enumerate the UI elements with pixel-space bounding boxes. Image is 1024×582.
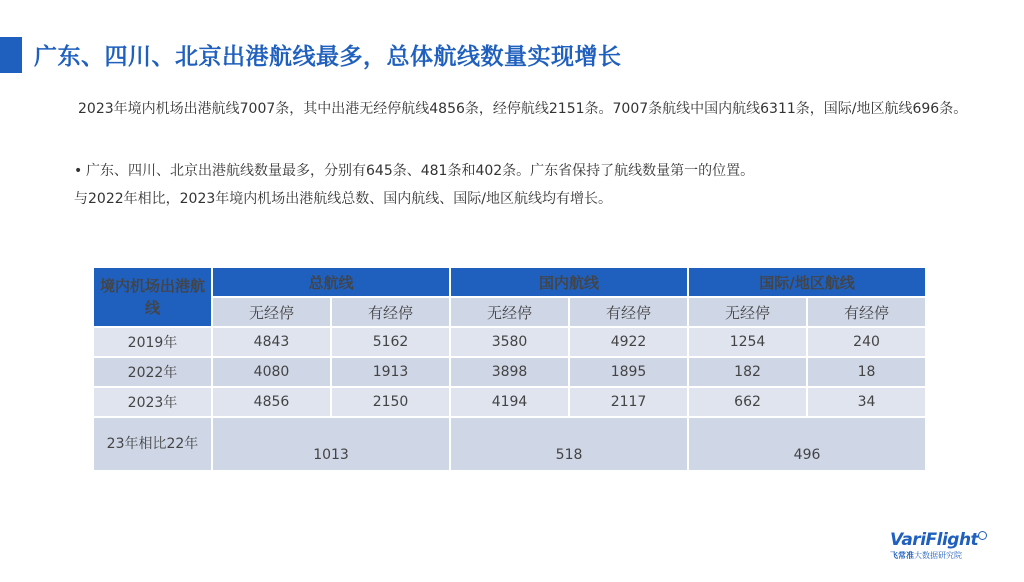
table-cell: 4922 <box>569 327 688 357</box>
group-header-total: 总航线 <box>212 267 450 297</box>
table-cell: 3898 <box>450 357 569 387</box>
route-stats-table <box>92 266 927 472</box>
table-cell: 4856 <box>212 387 331 417</box>
logo-mark-icon <box>978 531 987 540</box>
diff-total: 1013 <box>212 417 450 471</box>
bullet-icon: • <box>74 163 83 179</box>
diff-international: 496 <box>688 417 926 471</box>
title-accent-bar <box>0 37 22 73</box>
table-cell: 2150 <box>331 387 450 417</box>
table-cell: 4080 <box>212 357 331 387</box>
table-corner-header: 境内机场出港航线 <box>93 267 212 327</box>
variflight-logo <box>890 530 1000 570</box>
table-cell: 662 <box>688 387 807 417</box>
group-header-international: 国际/地区航线 <box>688 267 926 297</box>
paragraph-growth: 与2022年相比，2023年境内机场出港航线总数、国内航线、国际/地区航线均有增长。 <box>74 191 612 207</box>
subheader-cell: 有经停 <box>331 297 450 327</box>
table-cell: 1913 <box>331 357 450 387</box>
table-cell: 1254 <box>688 327 807 357</box>
table-cell: 18 <box>807 357 926 387</box>
subheader-cell: 无经停 <box>212 297 331 327</box>
table-cell: 34 <box>807 387 926 417</box>
table-cell: 1895 <box>569 357 688 387</box>
paragraph-summary: 2023年境内机场出港航线7007条，其中出港无经停航线4856条，经停航线2151条。7007条航线中国内航线6311条，国际/地区航线696条。 <box>78 101 968 117</box>
table-cell: 3580 <box>450 327 569 357</box>
table-cell: 182 <box>688 357 807 387</box>
diff-row-label: 23年相比22年 <box>93 417 212 471</box>
table-cell: 5162 <box>331 327 450 357</box>
logo-sub-bold: 飞常准 <box>890 551 914 560</box>
paragraph-top-provinces-text: 广东、四川、北京出港航线数量最多，分别有645条、481条和402条。广东省保持了航线数量第一的位置。 <box>86 163 755 179</box>
row-year: 2022年 <box>93 357 212 387</box>
table-cell: 240 <box>807 327 926 357</box>
table-cell: 4194 <box>450 387 569 417</box>
group-header-domestic: 国内航线 <box>450 267 688 297</box>
subheader-cell: 有经停 <box>569 297 688 327</box>
table-row-diff <box>93 417 926 471</box>
logo-name: VariFlight <box>890 530 979 550</box>
table-row <box>93 357 926 387</box>
diff-domestic: 518 <box>450 417 688 471</box>
page-title: 广东、四川、北京出港航线最多，总体航线数量实现增长 <box>34 44 622 70</box>
logo-sub: 大数据研究院 <box>914 551 962 560</box>
row-year: 2019年 <box>93 327 212 357</box>
subheader-cell: 有经停 <box>807 297 926 327</box>
table-cell: 2117 <box>569 387 688 417</box>
table-row <box>93 327 926 357</box>
paragraph-top-provinces <box>74 158 974 184</box>
table-row <box>93 387 926 417</box>
subheader-cell: 无经停 <box>688 297 807 327</box>
subheader-cell: 无经停 <box>450 297 569 327</box>
table-cell: 4843 <box>212 327 331 357</box>
row-year: 2023年 <box>93 387 212 417</box>
